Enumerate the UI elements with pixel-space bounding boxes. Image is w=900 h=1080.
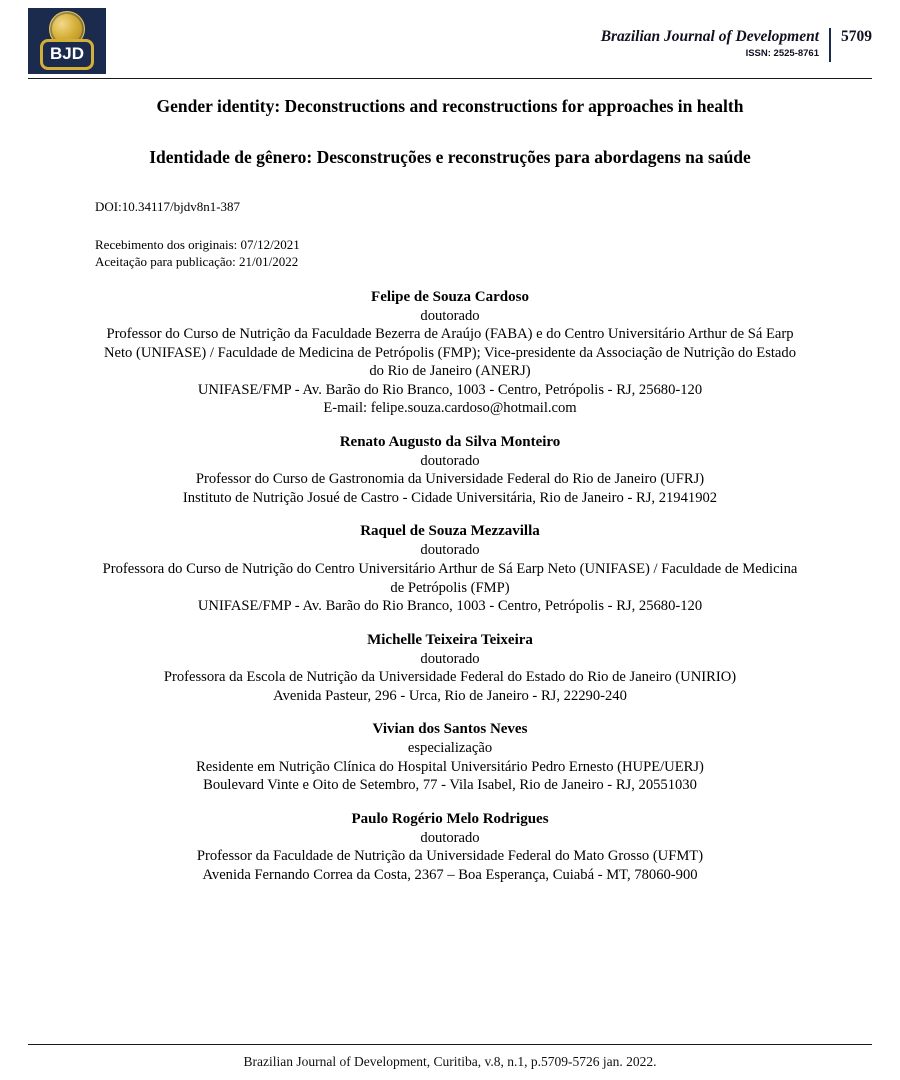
authors-section: [95, 288, 805, 885]
author-degree: doutorado: [420, 452, 480, 469]
author-degree: doutorado: [420, 542, 480, 559]
author-name: Renato Augusto da Silva Monteiro: [339, 433, 561, 450]
author-name: Felipe de Souza Cardoso: [371, 288, 529, 305]
author-affiliation-line: Professor do Curso de Nutrição da Faculdade Bezerra de Araújo (FABA) e do Centro Universitário Arthur de Sá Earp Neto (UNIFASE) / Faculdade de Medicina de Petrópolis (FMP); Vice-presidente da Associação de Nutrição do Estado do Rio de Janeiro (ANERJ): [103, 326, 797, 380]
author-name: Michelle Teixeira Teixeira: [367, 631, 533, 648]
doi: DOI:10.34117/bjdv8n1-387: [95, 199, 241, 215]
header-rule: [28, 78, 872, 79]
page-footer: [0, 1044, 900, 1070]
header-right: [601, 28, 872, 62]
author-affiliation-line: Residente em Nutrição Clínica do Hospital Universitário Pedro Ernesto (HUPE/UERJ): [196, 758, 704, 775]
author-degree: doutorado: [420, 307, 480, 324]
page-number: 5709: [841, 28, 872, 45]
footer-citation: Brazilian Journal of Development, Curitiba, v.8, n.1, p.5709-5726 jan. 2022.: [243, 1054, 657, 1069]
author-affiliation-line: Professor do Curso de Gastronomia da Universidade Federal do Rio de Janeiro (UFRJ): [195, 471, 705, 488]
author-name: Raquel de Souza Mezzavilla: [360, 523, 540, 540]
bjd-logo: [28, 8, 106, 74]
author-degree: especialização: [407, 740, 493, 757]
author-affiliation-line: Professor da Faculdade de Nutrição da Universidade Federal do Mato Grosso (UFMT): [196, 848, 704, 865]
author-block: [95, 433, 805, 508]
author-affiliation-line: Avenida Fernando Correa da Costa, 2367 – Boa Esperança, Cuiabá - MT, 78060-900: [202, 867, 698, 883]
author-email: E-mail: felipe.souza.cardoso@hotmail.com: [323, 400, 577, 417]
logo-text: BJD: [40, 39, 94, 70]
title-english: Gender identity: Deconstructions and reconstructions for approaches in health: [156, 96, 744, 116]
received-date: Recebimento dos originais: 07/12/2021: [95, 237, 300, 253]
author-block: [95, 720, 805, 795]
issn: ISSN: 2525-8761: [745, 48, 819, 59]
author-block: [95, 522, 805, 615]
author-affiliation-line: Professora do Curso de Nutrição do Centro Universitário Arthur de Sá Earp Neto (UNIFASE) / Faculdade de Medicina de Petrópolis (FMP): [102, 561, 798, 596]
author-affiliation-line: Professora da Escola de Nutrição da Universidade Federal do Estado do Rio de Janeiro (UNIRIO): [163, 669, 737, 686]
footer-rule: [28, 1044, 872, 1045]
journal-name-block: [601, 28, 829, 59]
journal-name: Brazilian Journal of Development: [600, 28, 819, 45]
author-name: Paulo Rogério Melo Rodrigues: [351, 810, 549, 827]
author-block: [95, 631, 805, 706]
author-block: [95, 810, 805, 885]
title-portuguese: Identidade de gênero: Desconstruções e reconstruções para abordagens na saúde: [149, 146, 751, 167]
author-affiliation-line: UNIFASE/FMP - Av. Barão do Rio Branco, 1003 - Centro, Petrópolis - RJ, 25680-120: [197, 381, 703, 398]
author-degree: doutorado: [420, 650, 480, 667]
author-degree: doutorado: [420, 829, 480, 846]
author-block: [95, 288, 805, 418]
author-affiliation-line: Avenida Pasteur, 296 - Urca, Rio de Janeiro - RJ, 22290-240: [273, 687, 627, 704]
dates-block: [95, 236, 805, 270]
journal-header: [0, 0, 900, 78]
author-name: Vivian dos Santos Neves: [372, 721, 528, 738]
author-affiliation-line: Boulevard Vinte e Oito de Setembro, 77 - Vila Isabel, Rio de Janeiro - RJ, 20551030: [203, 777, 697, 794]
author-affiliation-line: Instituto de Nutrição Josué de Castro - Cidade Universitária, Rio de Janeiro - RJ, 21941902: [182, 489, 718, 506]
accepted-date: Aceitação para publicação: 21/01/2022: [95, 254, 299, 270]
author-affiliation-line: UNIFASE/FMP - Av. Barão do Rio Branco, 1003 - Centro, Petrópolis - RJ, 25680-120: [197, 598, 703, 615]
paper-content: [95, 95, 805, 885]
